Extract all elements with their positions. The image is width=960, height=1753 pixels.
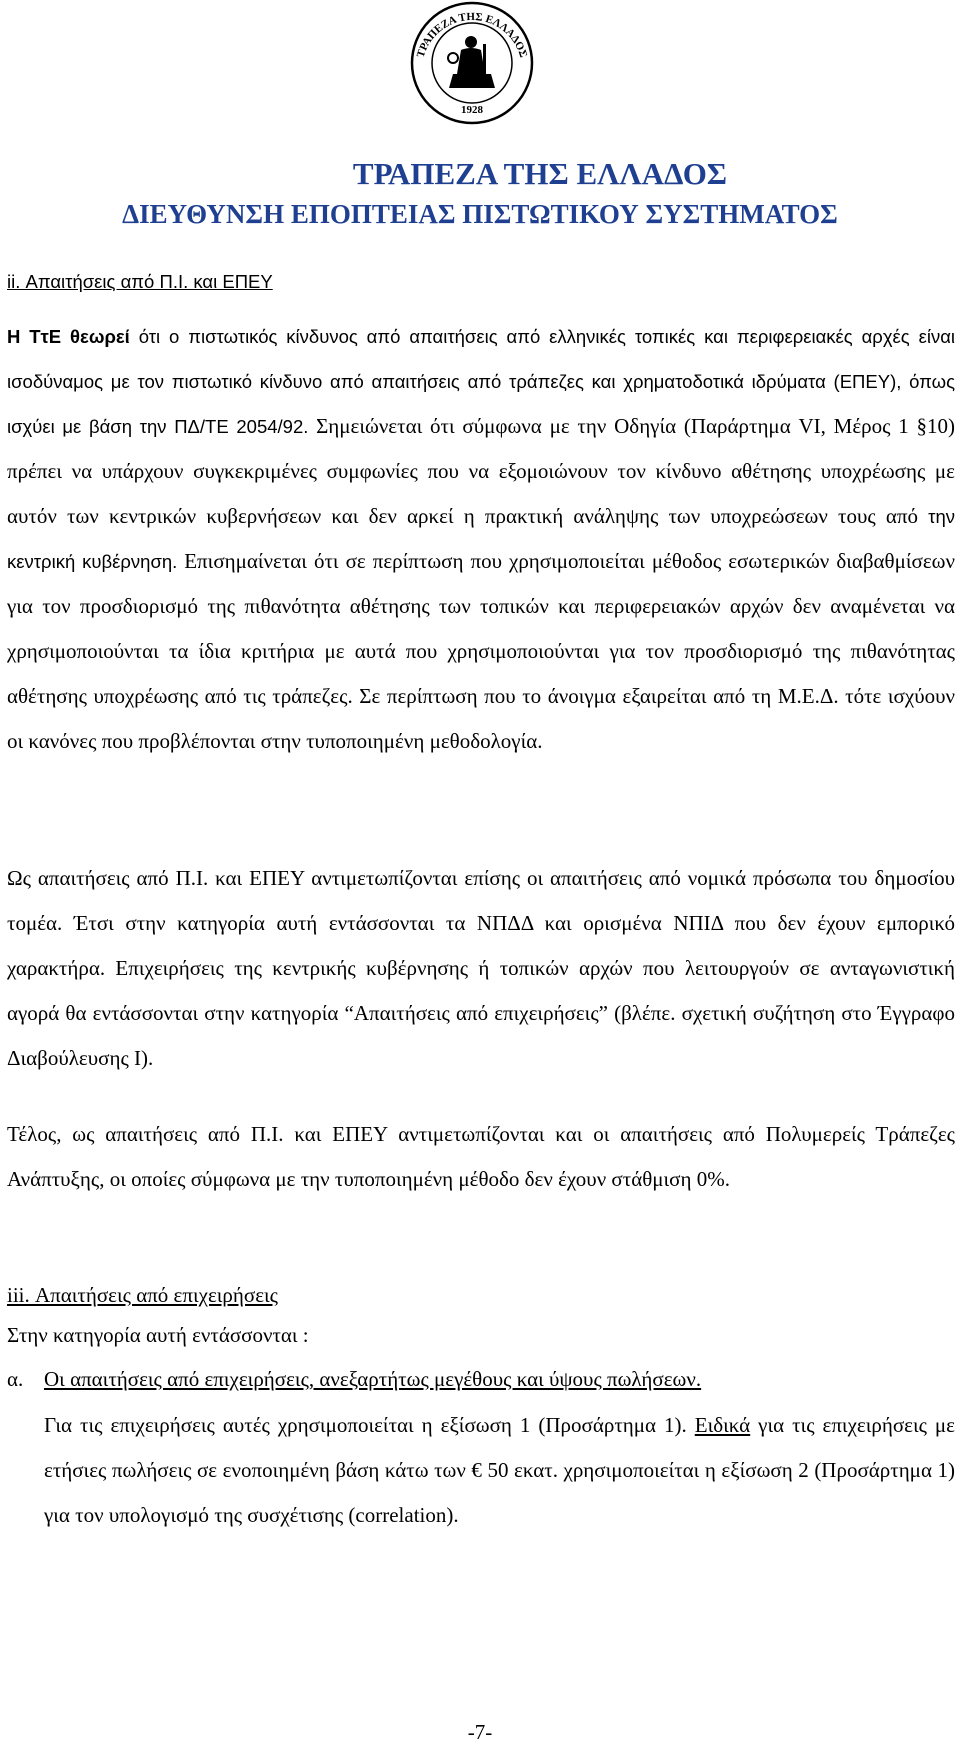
item-a-marker: α. bbox=[7, 1367, 24, 1391]
item-a-text-2: για τις επιχειρήσεις με ετήσιες πωλήσεις σε ενοποιημένη βάση κάτω των € 50 εκατ. χρησιμοποιείται η εξίσωση 2 (Προσάρτημα 1) για τον υπολογισμό της συσχέτισης (correlation). bbox=[44, 1413, 956, 1527]
p1-text-serif-2: Επισημαίνεται ότι σε περίπτωση που χρησιμοποιείται μέθοδος εσωτερικών διαβαθμίσεων για τον προσδιορισμό της πιθανότητα αθέτησης των τοπικών και περιφερειακών αρχών δεν αναμένεται να χρησιμοποιούνται τα ίδια κριτήρια με αυτά που χρησιμοποιούνται για τον προσδιορισμό της πιθανότητας αθέτησης υποχρέωσης από τις τράπεζες. Σε περίπτωση που το άνοιγμα εξαιρείται από τη Μ.Ε.Δ. τότε ισχύουν οι κανόνες που προβλέπονται στην τυποποιημένη μεθοδολογία. bbox=[7, 549, 955, 753]
p1-text-sans: ότι ο πιστωτικός κίνδυνος από απαιτήσεις από ελληνικές τοπικές και περιφερειακές αρχές είναι ισοδύναμος με τον πιστωτικό κίνδυνο από απαιτήσεις από τράπεζες και χρηματοδοτικά ιδρύματα (ΕΠΕΥ), όπως ισχύει με βάση την ΠΔ/ΤΕ 2054/92. bbox=[7, 326, 955, 437]
p1-lead-bold: Η ΤτΕ θεωρεί bbox=[7, 326, 130, 347]
bank-name-heading: ΤΡΑΠΕΖΑ ΤΗΣ ΕΛΛΑΔΟΣ bbox=[352, 156, 728, 191]
section-ii-paragraph-2: Ως απαιτήσεις από Π.Ι. και ΕΠΕΥ αντιμετωπίζονται επίσης οι απαιτήσεις από νομικά πρόσωπα του δημοσίου τομέα. Έτσι στην κατηγορία αυτή εντάσσονται τα ΝΠΔΔ και ορισμένα ΝΠΙΔ που δεν έχουν εμπορικό χαρακτήρα. Επιχειρήσεις της κεντρικής κυβέρνησης ή τοπικών αρχών που λειτουργούν σε ανταγωνιστική αγορά θα εντάσσονται στην κατηγορία “Απαιτήσεις από επιχειρήσεις” (βλέπε. σχετική συζήτηση στο Έγγραφο Διαβούλευσης Ι). bbox=[7, 866, 955, 1070]
bank-seal-logo bbox=[409, 0, 535, 142]
section-ii-heading-text: ii. Απαιτήσεις από Π.Ι. και ΕΠΕΥ bbox=[7, 271, 273, 292]
item-a-emphasis: Ειδικά bbox=[694, 1413, 751, 1437]
section-ii-heading bbox=[7, 270, 955, 294]
section-iii-intro: Στην κατηγορία αυτή εντάσσονται : bbox=[7, 1323, 309, 1347]
item-a-paragraph bbox=[44, 1403, 955, 1538]
p1-text-sans-2: την κεντρική κυβέρνηση. bbox=[7, 506, 955, 572]
section-iii-heading bbox=[7, 1280, 955, 1310]
section-ii-paragraph-1 bbox=[7, 314, 955, 764]
page-number: -7- bbox=[467, 1720, 493, 1744]
section-iii-heading-text: iii. Απαιτήσεις από επιχειρήσεις bbox=[7, 1283, 278, 1307]
item-a-title bbox=[44, 1364, 955, 1394]
svg-text:1928: 1928 bbox=[461, 104, 483, 116]
item-a-title-text: Οι απαιτήσεις από επιχειρήσεις, ανεξαρτήτως μεγέθους και ύψους πωλήσεων. bbox=[44, 1367, 702, 1391]
section-ii-paragraph-3: Τέλος, ως απαιτήσεις από Π.Ι. και ΕΠΕΥ αντιμετωπίζονται και οι απαιτήσεις από Πολυμερείς Τράπεζες Ανάπτυξης, οι οποίες σύμφωνα με την τυποποιημένη μέθοδο δεν έχουν στάθμιση 0%. bbox=[7, 1122, 955, 1191]
svg-text:ΤΡΑΠΕΖΑ ΤΗΣ ΕΛΛΑΔΟΣ: ΤΡΑΠΕΖΑ ΤΗΣ ΕΛΛΑΔΟΣ bbox=[414, 10, 530, 60]
item-a-text-1: Για τις επιχειρήσεις αυτές χρησιμοποιείται η εξίσωση 1 (Προσάρτημα 1). bbox=[44, 1413, 695, 1437]
p1-text-serif: Σημειώνεται ότι σύμφωνα με την Οδηγία (Παράρτημα VI, Μέρος 1 §10) πρέπει να υπάρχουν συγκεκριμένες συμφωνίες που να εξομοιώνουν τον κίνδυνο αθέτησης υποχρέωσης με αυτόν των κεντρικών κυβερνήσεων και δεν αρκεί η πρακτική ανάληψης των υποχρεώσεων τους από bbox=[7, 414, 956, 528]
department-heading: ΔΙΕΥΘΥΝΣΗ ΕΠΟΠΤΕΙΑΣ ΠΙΣΤΩΤΙΚΟΥ ΣΥΣΤΗΜΑΤΟΣ bbox=[122, 199, 838, 229]
